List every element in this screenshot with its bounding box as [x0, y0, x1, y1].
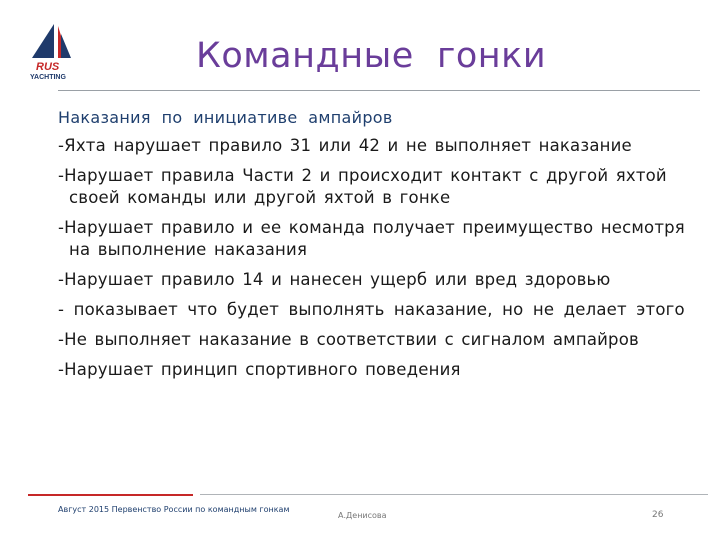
list-item: -Нарушает правило 14 и нанесен ущерб или вред здоровью [58, 270, 611, 289]
footer-divider [200, 494, 708, 495]
list-item: -Яхта нарушает правило 31 или 42 и не выполняет наказание [58, 136, 632, 155]
footer-event-text: Август 2015 Первенство России по командным гонкам [58, 505, 290, 514]
list-item: -Не выполняет наказание в соответствии с сигналом ампайров [58, 330, 639, 349]
sail-logo-icon [24, 20, 84, 82]
rus-yachting-logo [24, 20, 84, 82]
logo-yachting-text: YACHTING [30, 74, 66, 81]
list-item: -Нарушает принцип спортивного поведения [58, 360, 461, 379]
penalty-list [58, 135, 708, 389]
section-subtitle: Наказания по инициативе ампайров [58, 108, 393, 127]
list-item: - показывает что будет выполнять наказание, но не делает этого [58, 300, 685, 319]
logo-rus-text: RUS [36, 61, 60, 73]
list-item: -Нарушает правило и ее команда получает преимущество несмотря на выполнение наказания [58, 218, 685, 259]
title-divider [58, 90, 700, 91]
footer-accent-line [28, 494, 193, 496]
page-title: Командные гонки [196, 36, 547, 76]
page-number: 26 [652, 510, 664, 520]
list-item: -Нарушает правила Части 2 и происходит контакт с другой яхтой своей команды или другой яхтой в гонке [58, 166, 667, 207]
footer-author: А.Денисова [338, 511, 387, 520]
